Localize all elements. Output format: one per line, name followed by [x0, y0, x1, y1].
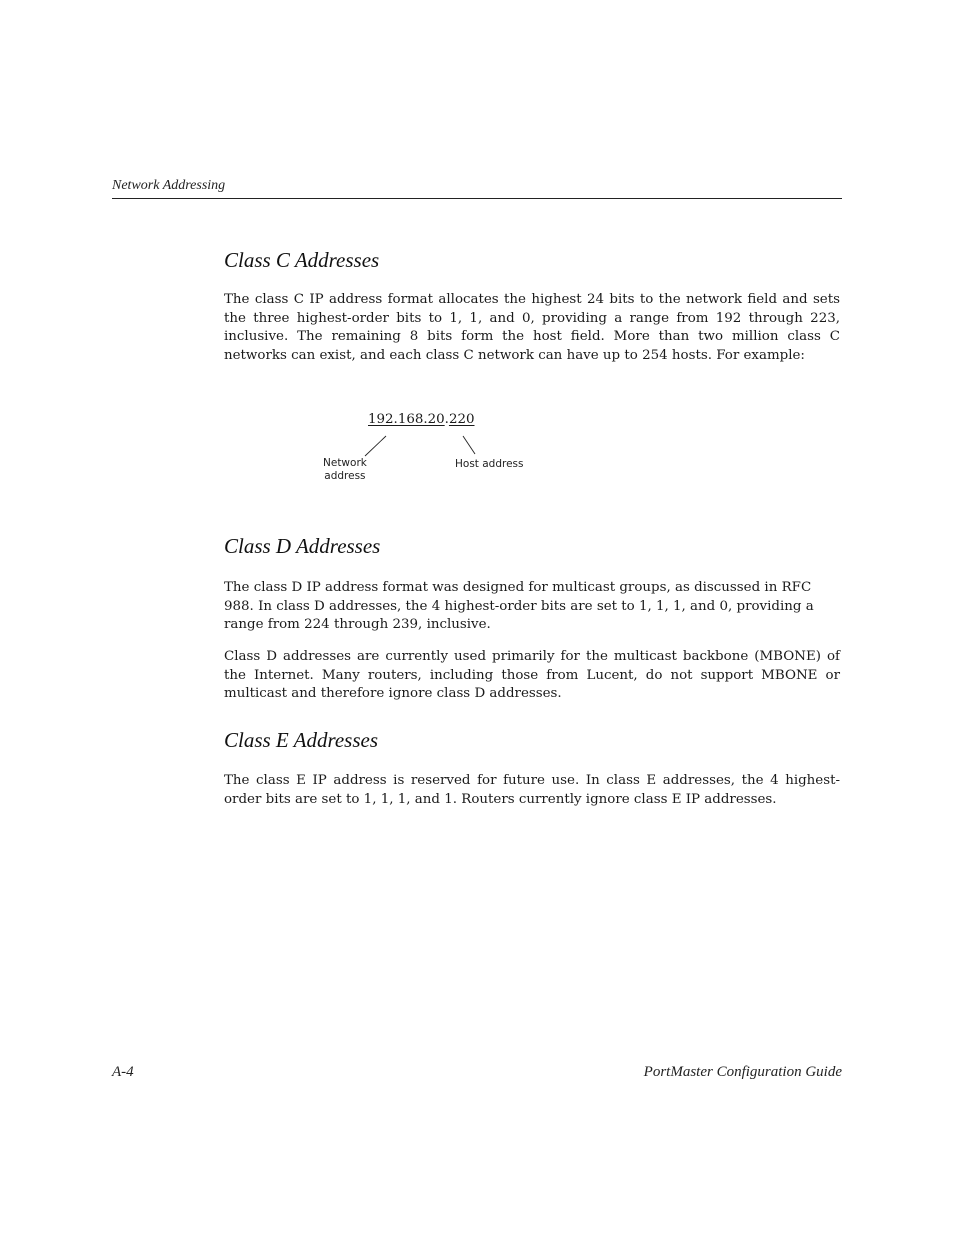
host-address-label: Host address [455, 458, 524, 470]
network-label-line1: Network [323, 457, 367, 469]
section-title-class-d: Class D Addresses [224, 534, 381, 558]
class-d-paragraph-2: Class D addresses are currently used primarily for the multicast backbone (MBONE) of the Internet. Many routers, including those from Lucent, do not support MBONE or multicast and therefore ignore class D addresses. [224, 649, 840, 702]
network-label-line2: address [324, 470, 366, 482]
class-e-paragraph: The class E IP address is reserved for future use. In class E addresses, the 4 highest-order bits are set to 1, 1, 1, and 1. Routers currently ignore class E IP addresses. [224, 773, 840, 807]
host-callout-line [463, 436, 475, 454]
book-title: PortMaster Configuration Guide [643, 1064, 842, 1080]
section-title-class-c: Class C Addresses [224, 248, 380, 272]
running-header: Network Addressing [112, 178, 226, 193]
page-number: A-4 [112, 1064, 134, 1080]
class-d-paragraph-1: The class D IP address format was designed for multicast groups, as discussed in RFC 988. In class D addresses, the 4 highest-order bits are set to 1, 1, 1, and 0, providing a range from 224 through 239, inclusive. [224, 580, 814, 633]
ip-network-part: 192.168.20 [368, 412, 445, 427]
section-title-class-e: Class E Addresses [224, 728, 379, 752]
header-rule [112, 198, 842, 199]
network-address-label [323, 457, 367, 483]
class-c-paragraph: The class C IP address format allocates the highest 24 bits to the network field and sets the three highest-order bits to 1, 1, and 0, providing a range from 192 through 223, inclusive. The remaining 8 bits form the host field. More than two million class C networks can exist, and each class C network can have up to 254 hosts. For example: [224, 292, 840, 363]
network-callout-line [365, 436, 386, 456]
ip-host-part: 220 [448, 412, 475, 427]
example-ip-address [368, 412, 475, 427]
ip-separator: . [444, 412, 449, 427]
